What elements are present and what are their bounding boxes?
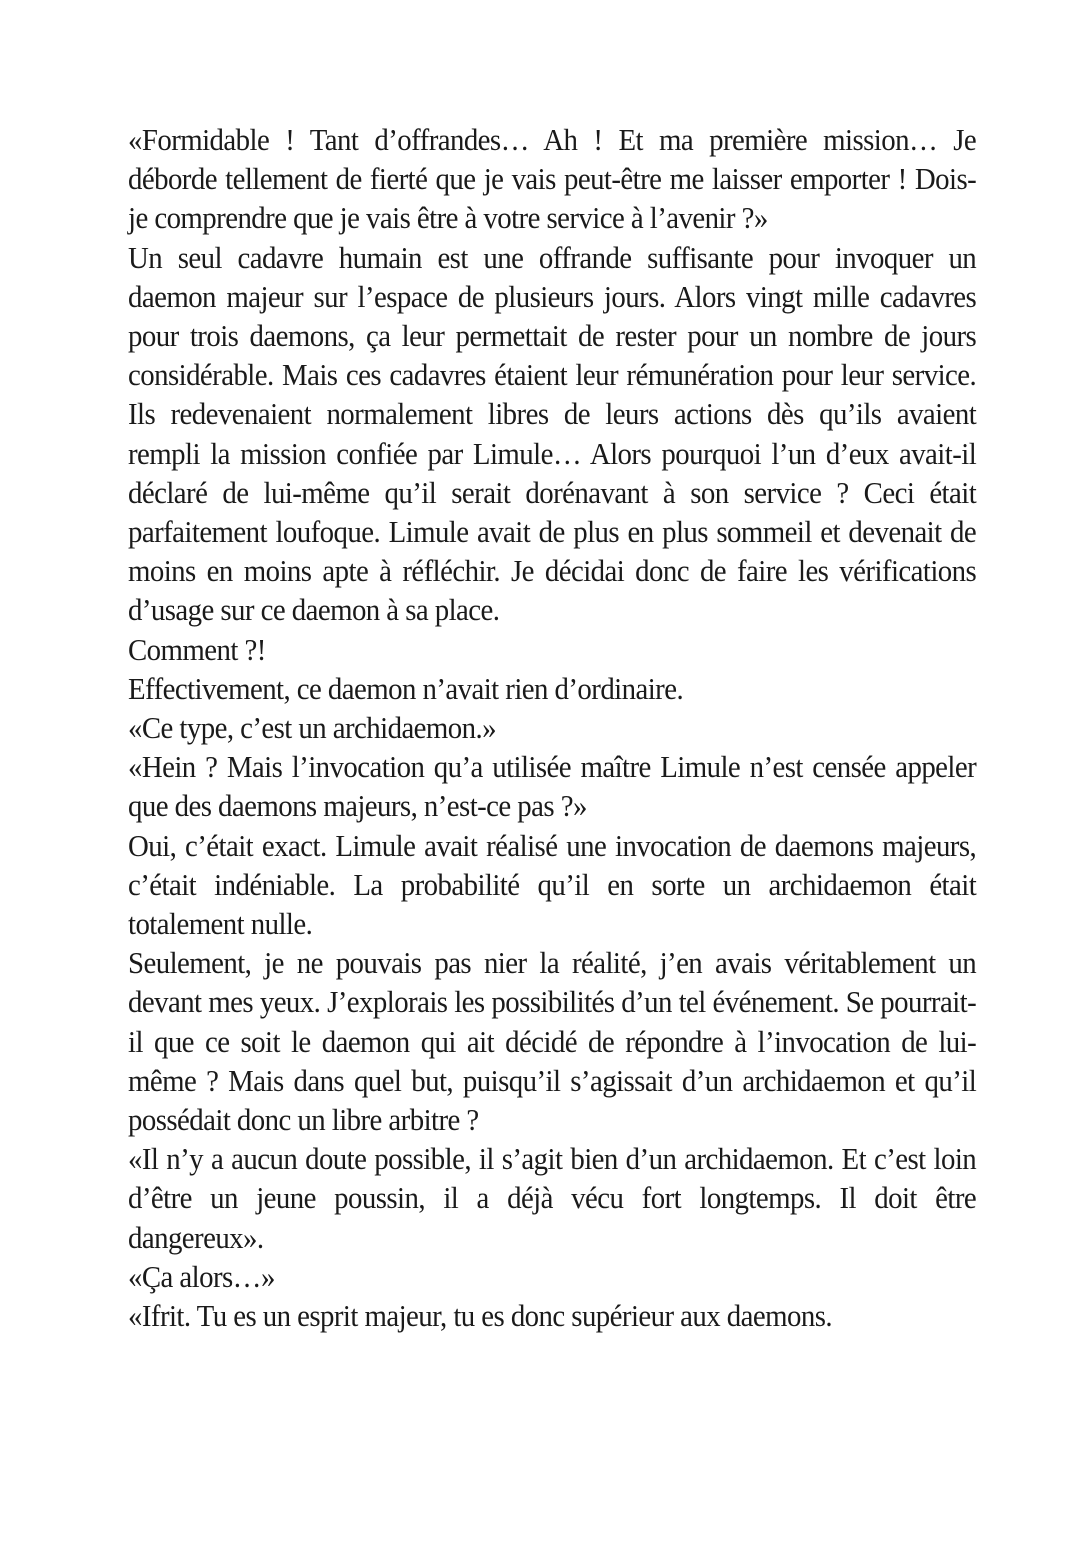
paragraph-dialogue-archidaemon: «Ce type, c’est un archidaemon.» bbox=[128, 710, 497, 746]
paragraph-dialogue-ifrit: «Ifrit. Tu es un esprit majeur, tu es donc supérieur aux daemons. bbox=[128, 1298, 833, 1334]
paragraph-narration-oui: Oui, c’était exact. Limule avait réalisé une invocation de daemons majeurs, c’était indéniable. La probabilité qu’il en sorte un archidaemon était totalement nulle. bbox=[128, 827, 977, 942]
paragraph-comment: Comment ?! bbox=[128, 631, 266, 667]
paragraph-dialogue-hein: «Hein ? Mais l’invocation qu’a utilisée maître Limule n’est censée appeler que des daemons majeurs, n’est-ce pas ?» bbox=[128, 749, 977, 824]
book-page-text bbox=[128, 120, 976, 1335]
paragraph-narration-cadavres: Un seul cadavre humain est une offrande suffisante pour invoquer un daemon majeur sur l’espace de plusieurs jours. Alors vingt mille cadavres pour trois daemons, ça leur permettait de rester pour un nombre de jours considérable. Mais ces cadavres étaient leur rémunération pour leur service. Ils redevenaient normalement libres de leurs actions dès qu’ils avaient rempli la mission confiée par Limule… Alors pourquoi l’un d’eux avait-il déclaré de lui-même qu’il serait dorénavant à son service ? Ceci était parfaitement loufoque. Limule avait de plus en plus sommeil et devenait de moins en moins apte à réfléchir. Je décidai donc de faire les vérifications d’usage sur ce daemon à sa place. bbox=[128, 239, 977, 628]
paragraph-dialogue-aucun-doute: «Il n’y a aucun doute possible, il s’agit bien d’un archidaemon. Et c’est loin d’être un jeune poussin, il a déjà vécu fort longtemps. Il doit être dangereux». bbox=[128, 1141, 977, 1255]
paragraph-effectivement: Effectivement, ce daemon n’avait rien d’ordinaire. bbox=[128, 670, 684, 706]
paragraph-dialogue-ca-alors: «Ça alors…» bbox=[128, 1258, 275, 1294]
paragraph-dialogue-formidable: «Formidable ! Tant d’offrandes… Ah ! Et ma première mission… Je déborde tellement de fierté que je vais peut-être me laisser emporter ! Dois-je comprendre que je vais être à votre service à l’avenir ?» bbox=[128, 122, 977, 236]
paragraph-narration-seulement: Seulement, je ne pouvais pas nier la réalité, j’en avais véritablement un devant mes yeux. J’explorais les possibilités d’un tel événement. Se pourrait-il que ce soit le daemon qui ait décidé de répondre à l’invocation de lui-même ? Mais dans quel but, puisqu’il s’agissait d’un archidaemon et qu’il possédait donc un libre arbitre ? bbox=[128, 945, 977, 1138]
